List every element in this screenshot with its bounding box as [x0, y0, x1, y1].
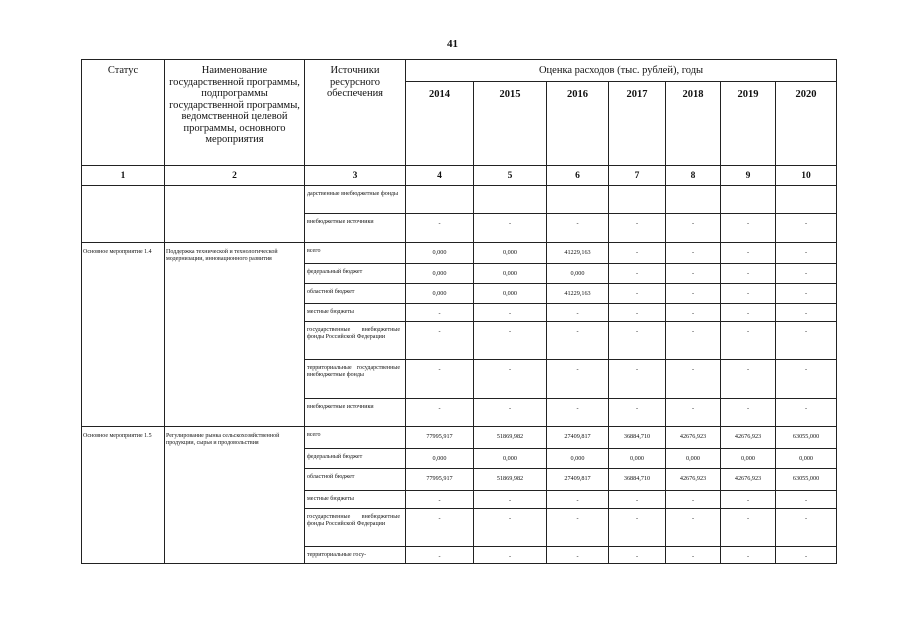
row-value: -	[609, 243, 666, 264]
row-value: -	[776, 547, 837, 564]
row-value: -	[609, 547, 666, 564]
row-value: -	[721, 322, 776, 360]
header-year: 2018	[666, 82, 721, 166]
row-value: -	[406, 322, 474, 360]
row-value: -	[776, 264, 837, 284]
row-value: -	[721, 509, 776, 547]
row-value: -	[547, 547, 609, 564]
row-value: -	[474, 547, 547, 564]
row-funding-source: всего	[305, 243, 406, 264]
column-number: 9	[721, 166, 776, 186]
row-value: -	[474, 399, 547, 427]
row-value: -	[776, 491, 837, 509]
column-number: 6	[547, 166, 609, 186]
row-value	[406, 186, 474, 214]
table-row	[82, 186, 837, 214]
budget-table	[81, 59, 837, 564]
row-value	[609, 186, 666, 214]
row-value: -	[547, 509, 609, 547]
header-year: 2020	[776, 82, 837, 166]
row-funding-source: государственные внебюджетные фонды Российской Федерации	[305, 509, 406, 547]
header-year: 2019	[721, 82, 776, 166]
row-value: -	[776, 322, 837, 360]
row-value: -	[666, 284, 721, 304]
row-value: -	[406, 491, 474, 509]
row-value: 77995,917	[406, 469, 474, 491]
row-value: 0,000	[406, 284, 474, 304]
row-value: -	[474, 360, 547, 399]
row-value: 42676,923	[666, 469, 721, 491]
header-year: 2017	[609, 82, 666, 166]
row-value: -	[666, 399, 721, 427]
row-program-name: Регулирование рынка сельскохозяйственной продукции, сырья и продовольствия	[165, 427, 305, 564]
row-value: 0,000	[474, 243, 547, 264]
row-value: 0,000	[666, 449, 721, 469]
row-value: -	[666, 547, 721, 564]
budget-table-body	[82, 186, 837, 564]
header-year: 2016	[547, 82, 609, 166]
row-value: 42676,923	[721, 427, 776, 449]
column-number: 3	[305, 166, 406, 186]
row-funding-source: областной бюджет	[305, 284, 406, 304]
row-value: -	[609, 214, 666, 243]
row-value	[547, 186, 609, 214]
row-value: -	[406, 509, 474, 547]
column-number: 8	[666, 166, 721, 186]
table-row	[82, 243, 837, 264]
row-value: 36884,710	[609, 469, 666, 491]
column-number: 7	[609, 166, 666, 186]
row-funding-source: дарственные внебюджетные фонды	[305, 186, 406, 214]
row-value: -	[776, 304, 837, 322]
row-value: -	[609, 284, 666, 304]
row-value: -	[547, 322, 609, 360]
row-value: -	[406, 547, 474, 564]
row-value: -	[609, 264, 666, 284]
row-value: -	[474, 214, 547, 243]
row-value: 0,000	[547, 449, 609, 469]
row-value	[474, 186, 547, 214]
row-status	[82, 186, 165, 243]
row-value: -	[721, 264, 776, 284]
row-status: Основное мероприятие 1.4	[82, 243, 165, 427]
row-value: -	[666, 264, 721, 284]
row-value: 63055,000	[776, 469, 837, 491]
row-program-name: Поддержка технической и технологической модернизации, инновационного развития	[165, 243, 305, 427]
row-value: -	[776, 214, 837, 243]
row-value: -	[721, 360, 776, 399]
row-value: 0,000	[547, 264, 609, 284]
row-funding-source: территориальные государственные внебюджетные фонды	[305, 360, 406, 399]
row-value: -	[406, 399, 474, 427]
row-value: -	[776, 284, 837, 304]
header-expense-estimate: Оценка расходов (тыс. рублей), годы	[406, 60, 837, 82]
row-value: -	[666, 322, 721, 360]
row-value: 36884,710	[609, 427, 666, 449]
row-value: -	[666, 214, 721, 243]
row-value	[666, 186, 721, 214]
row-value: 42676,923	[666, 427, 721, 449]
row-value: -	[609, 322, 666, 360]
page-number: 41	[447, 38, 458, 50]
row-value: -	[721, 547, 776, 564]
row-funding-source: федеральный бюджет	[305, 449, 406, 469]
table-row	[82, 427, 837, 449]
row-value: 0,000	[406, 264, 474, 284]
row-funding-source: федеральный бюджет	[305, 264, 406, 284]
row-value	[776, 186, 837, 214]
row-value: 0,000	[474, 264, 547, 284]
row-value: 27409,817	[547, 469, 609, 491]
row-value: 0,000	[609, 449, 666, 469]
row-value: -	[474, 509, 547, 547]
row-value: -	[406, 214, 474, 243]
row-value: 63055,000	[776, 427, 837, 449]
row-value: -	[474, 491, 547, 509]
row-value: 0,000	[474, 284, 547, 304]
row-value: -	[609, 509, 666, 547]
row-value: 0,000	[406, 449, 474, 469]
row-value: -	[721, 491, 776, 509]
row-value: -	[776, 509, 837, 547]
row-value: -	[721, 243, 776, 264]
row-value: -	[547, 304, 609, 322]
row-funding-source: областной бюджет	[305, 469, 406, 491]
row-value: -	[776, 243, 837, 264]
row-value: -	[547, 399, 609, 427]
row-value: -	[406, 304, 474, 322]
row-value: -	[721, 284, 776, 304]
row-funding-source: государственные внебюджетные фонды Российской Федерации	[305, 322, 406, 360]
row-funding-source: внебюджетные источники	[305, 399, 406, 427]
row-value: 0,000	[776, 449, 837, 469]
row-value: -	[721, 214, 776, 243]
row-value: 27409,817	[547, 427, 609, 449]
row-value: -	[666, 243, 721, 264]
row-value: 0,000	[406, 243, 474, 264]
row-value: -	[721, 399, 776, 427]
row-value: -	[609, 360, 666, 399]
row-value: -	[609, 399, 666, 427]
header-status: Статус	[82, 60, 165, 166]
header-year: 2014	[406, 82, 474, 166]
row-value: 51869,982	[474, 469, 547, 491]
row-value	[721, 186, 776, 214]
row-value: -	[666, 509, 721, 547]
column-number: 10	[776, 166, 837, 186]
row-value: -	[666, 491, 721, 509]
row-value: 0,000	[474, 449, 547, 469]
row-value: -	[474, 322, 547, 360]
row-value: 77995,917	[406, 427, 474, 449]
row-value: 51869,982	[474, 427, 547, 449]
header-year: 2015	[474, 82, 547, 166]
row-value: -	[721, 304, 776, 322]
row-status: Основное мероприятие 1.5	[82, 427, 165, 564]
row-value: -	[609, 491, 666, 509]
header-funding-sources: Источники ресурсного обеспечения	[305, 60, 406, 166]
row-funding-source: внебюджетные источники	[305, 214, 406, 243]
row-funding-source: территориальные госу-	[305, 547, 406, 564]
row-value: -	[406, 360, 474, 399]
row-value: -	[547, 360, 609, 399]
row-value: 42676,923	[721, 469, 776, 491]
column-number: 4	[406, 166, 474, 186]
header-program-name: Наименование государственной программы, подпрограммы государственной программы, ведомственной целевой программы, основного мероприятия	[165, 60, 305, 166]
column-number: 1	[82, 166, 165, 186]
row-value: -	[547, 214, 609, 243]
row-value: -	[474, 304, 547, 322]
row-value: -	[547, 491, 609, 509]
column-number: 2	[165, 166, 305, 186]
row-funding-source: местные бюджеты	[305, 491, 406, 509]
row-funding-source: всего	[305, 427, 406, 449]
row-value: -	[609, 304, 666, 322]
row-value: -	[776, 360, 837, 399]
row-value: -	[666, 304, 721, 322]
row-funding-source: местные бюджеты	[305, 304, 406, 322]
row-value: -	[666, 360, 721, 399]
row-value: -	[776, 399, 837, 427]
column-number: 5	[474, 166, 547, 186]
row-value: 0,000	[721, 449, 776, 469]
row-value: 41229,163	[547, 284, 609, 304]
row-program-name	[165, 186, 305, 243]
row-value: 41229,163	[547, 243, 609, 264]
